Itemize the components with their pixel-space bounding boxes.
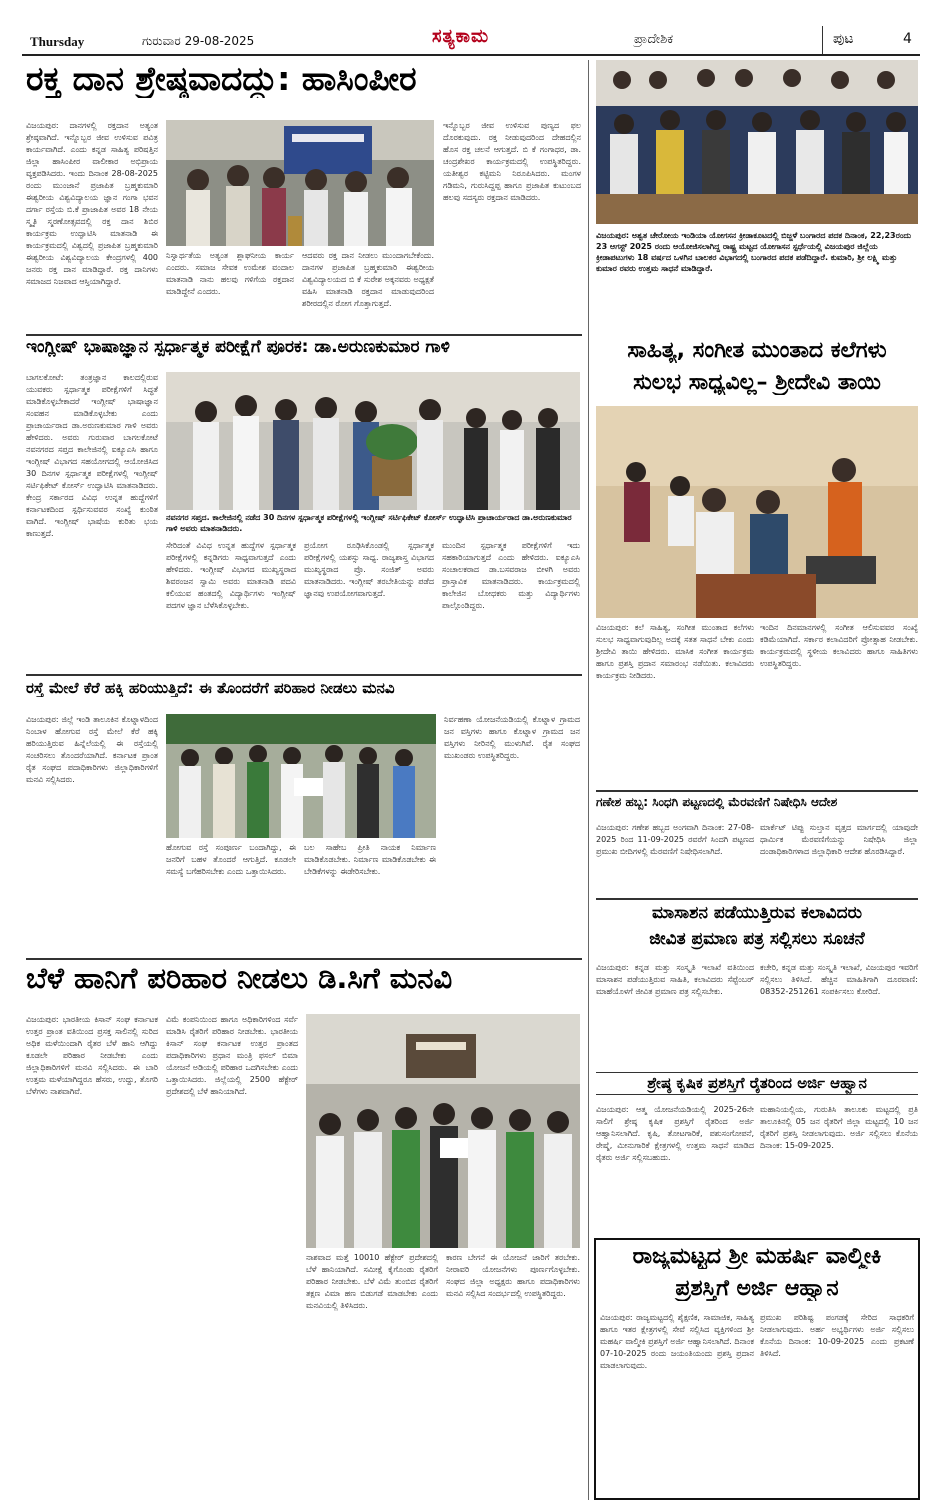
article3-col1: ವಿಜಯಪುರ: ಜಿಲ್ಲೆ ಇಂಡಿ ತಾಲೂಕಿನ ಕೊಟ್ನಾಳದಿಂದ ನಿಂಬಾಳ ಹೋಗುವ ರಸ್ತೆ ಮೇಲೆ ಕೆರೆ ಹಕ್ಕಿ ಹರಿಯುತ್ತಿರುವ ಹಿನ್ನೆಲೆಯಲ್ಲಿ ಈ ರಸ್ತೆಯಲ್ಲಿ ಸಂಚರಿಸಲು ತೊಂದರೆಯಾಗಿದೆ. ಕರ್ನಾಟಕ ಪ್ರಾಂತ ರೈತ ಸಂಘದ ಪದಾಧಿಕಾರಿಗಳು ಜಿಲ್ಲಾಧಿಕಾರಿಗಳಿಗೆ ಮನವಿ ಸಲ್ಲಿಸಿದರು. [26,715,158,784]
divider-r3 [596,898,918,900]
column-divider [588,60,589,1500]
right5-headline: ಶ್ರೇಷ್ಠ ಕೃಷಿಕ ಪ್ರಶಸ್ತಿಗೆ ರೈತರಿಂದ ಅರ್ಜಿ ಆಹ್ವಾನ [596,1072,918,1095]
right2-col1: ವಿಜಯಪುರ: ಕಲೆ ಸಾಹಿತ್ಯ, ಸಂಗೀತ ಮುಂತಾದ ಕಲೆಗಳು ಸುಲಭ ಸಾಧ್ಯವಾಗುವುದಿಲ್ಲ ಅದಕ್ಕೆ ಸತತ ಸಾಧನೆ ಬೇಕು ಎಂದು ಶ್ರೀದೇವಿ ತಾಯಿ ಹೇಳಿದರು. ಮಾಸಿಕ ಸಂಗೀತ ಕಾರ್ಯಕ್ರಮ ಹಾಗೂ ಪ್ರಶಸ್ತಿ ಪ್ರದಾನ ಸಮಾರಂಭ ನಡೆಯಿತು. ಕಲಾವಿದರು ಕಾರ್ಯಕ್ರಮ ನೀಡಿದರು. [596,623,754,680]
article3-col3: ಬಲ ಸಾಹೇಬ ಪ್ರೀತಿ ನಾಯಕ ನಿರ್ಮಾಣ ಮಾಡಿಕೊಡಬೇಕು. ನಿರ್ಮಾಣ ಮಾಡಿಕೊಡಬೇಕು ಈ ಬೇಡಿಕೆಗಳನ್ನು ಈಡೇರಿಸಬೇಕು. [304,843,436,876]
article2-col2: ಸೇರಿದಂತೆ ವಿವಿಧ ಉನ್ನತ ಹುದ್ದೆಗಳ ಸ್ಪರ್ಧಾತ್ಮಕ ಪರೀಕ್ಷೆಗಳಲ್ಲಿ ಕನ್ನಡಿಗರು ಸಾಧ್ಯವಾಗುತ್ತದೆ ಎಂದು ಹೇಳಿದರು. ಇಂಗ್ಲೀಷ್ ವಿಭಾಗದ ಮುಖ್ಯಸ್ಥರಾದ ಶಿವರಂಜನ ಸ್ವಾಮಿ ಅವರು ಮಾತನಾಡಿ ಪದವಿ ಕಲಿಯುವ ಹಂತದಲ್ಲಿ ವಿದ್ಯಾರ್ಥಿಗಳು ಇಂಗ್ಲೀಷ್ ಪದಗಳ ಜ್ಞಾನ ಬೆಳೆಸಿಕೊಳ್ಳಬೇಕು. [166,541,296,610]
right6-col1: ವಿಜಯಪುರ: ರಾಜ್ಯಮಟ್ಟದಲ್ಲಿ ಶೈಕ್ಷಣಿಕ, ಸಾಮಾಜಿಕ, ಸಾಹಿತ್ಯ ಹಾಗೂ ಇತರ ಕ್ಷೇತ್ರಗಳಲ್ಲಿ ಸೇವೆ ಸಲ್ಲಿಸಿದ ವ್ಯಕ್ತಿಗಳಿಂದ ಶ್ರೀ ಮಹರ್ಷಿ ವಾಲ್ಮೀಕಿ ಪ್ರಶಸ್ತಿಗೆ ಅರ್ಜಿ ಆಹ್ವಾನಿಸಲಾಗಿದೆ. ದಿನಾಂಕ 07-10-2025 ರಂದು ಜಯಂತಿಯಂದು ಪ್ರಶಸ್ತಿ ಪ್ರದಾನ ಮಾಡಲಾಗುವುದು. [600,1313,754,1370]
right6-headline-line1: ರಾಜ್ಯಮಟ್ಟದ ಶ್ರೀ ಮಹರ್ಷಿ ವಾಲ್ಮೀಕಿ [632,1244,882,1269]
article1-col1: ವಿಜಯಪುರ: ದಾನಗಳಲ್ಲಿ ರಕ್ತದಾನ ಅತ್ಯಂತ ಶ್ರೇಷ್ಠವಾಗಿದೆ. ಇನ್ನೊಬ್ಬರ ಜೀವ ಉಳಿಸುವ ಪವಿತ್ರ ಕಾರ್ಯವಾಗಿದೆ. ಎಂದು ಕನ್ನಡ ಸಾಹಿತ್ಯ ಪರಿಷತ್ತಿನ ಜಿಲ್ಲಾ ಹಾಸಿಂಪೀರ ವಾಲೀಕಾರ ಅಭಿಪ್ರಾಯ ವ್ಯಕ್ತಪಡಿಸಿದರು. ಇಂದು ದಿನಾಂಕ 28-08-2025 ರಂದು ಮುಂಜಾನೆ ಪ್ರಜಾಪಿತ ಬ್ರಹ್ಮಕುಮಾರಿ ಈಶ್ವರೀಯ ವಿಶ್ವವಿದ್ಯಾಲಯ ಜ್ಞಾನ ಗಂಗಾ ಭವನ ದರ್ಗಾ ರಸ್ತೆಯ ಬಿ.ಕೆ ಪ್ರಾಜಾಪಿತ ಅವರ 18 ನೇಯ ಸ್ಮೃತಿ ಸ್ಮರಣೋತ್ಸವದಲ್ಲಿ ರಕ್ತ ದಾನ ಶಿಬಿರ ಕಾರ್ಯಕ್ರಮ ಉದ್ಘಾಟಿಸಿ ಮಾತನಾಡಿ ಈ ಕಾರ್ಯಕ್ರಮದಲ್ಲಿ ವಿಶ್ವದಲ್ಲಿ ಪ್ರಜಾಪಿತ ಬ್ರಹ್ಮಕುಮಾರಿ ಈಶ್ವರೀಯ ವಿಶ್ವವಿದ್ಯಾಲಯ ಕೇಂದ್ರಗಳಲ್ಲಿ 400 ಜನರು ರಕ್ತ ದಾನ ಮಾಡಿದ್ದಾರೆ. ರಕ್ತ ದಾನಿಗಳು ಸಮಾಜದ ನಿಜವಾದ ಆಸ್ತಿಯಾಗಿದ್ದಾರೆ. [26,121,158,286]
right2-headline-line2: ಸುಲಭ ಸಾಧ್ಯವಿಲ್ಲ– ಶ್ರೀದೇವಿ ತಾಯಿ [633,370,881,395]
article4-col4: ಕಾರಣ ಬೇಗನೆ ಈ ಯೋಜನೆ ಜಾರಿಗೆ ತರಬೇಕು. ನೀರಾವರಿ ಯೋಜನೆಗಳು ಪೂರ್ಣಗೊಳ್ಳಬೇಕು. ಸಂಘದ ಜಿಲ್ಲಾ ಅಧ್ಯಕ್ಷರು ಹಾಗೂ ಪದಾಧಿಕಾರಿಗಳು ಮನವಿ ಸಲ್ಲಿಸಿದ ಸಂದರ್ಭದಲ್ಲಿ ಉಪಸ್ಥಿತರಿದ್ದರು. [446,1253,580,1298]
article2-col3: ಪ್ರಯೋಗ ರೂಢಿಸಿಕೊಂಡಲ್ಲಿ ಸ್ಪರ್ಧಾತ್ಮಕ ಪರೀಕ್ಷೆಗಳಲ್ಲಿ ಯಶಸ್ಸು ಸಾಧ್ಯ. ರಾಜ್ಯಶಾಸ್ತ್ರ ವಿಭಾಗದ ಮುಖ್ಯಸ್ಥರಾದ ಪ್ರೊ. ಸಂಜಿತ್ ಅವರು ಮಾತನಾಡಿದರು. ಇಂಗ್ಲೀಷ್ ತರಬೇತಿಯನ್ನು ಪಡೆದ ಜ್ಞಾನವು ಉಪಯೋಗವಾಗುತ್ತದೆ. [304,541,434,598]
article2-photo [166,372,580,510]
right2-photo [596,406,918,618]
article1-headline: ರಕ್ತ ದಾನ ಶ್ರೇಷ್ಠವಾದದ್ದು: ಹಾಸಿಂಪೀರ [26,60,417,98]
right6-col2: ಪ್ರಮುಖ ಪರಿಶಿಷ್ಟ ಪಂಗಡಕ್ಕೆ ಸೇರಿದ ಸಾಧಕರಿಗೆ ನೀಡಲಾಗುವುದು. ಅರ್ಹ ಅಭ್ಯರ್ಥಿಗಳು ಅರ್ಜಿ ಸಲ್ಲಿಸಲು ಕೊನೆಯ ದಿನಾಂಕ: 10-09-2025 ಎಂದು ಪ್ರಕಟಣೆ ತಿಳಿಸಿದೆ. [760,1313,914,1358]
article2-caption: ನವನಗರ ಸಪ್ತದ. ಕಾಲೇಜಿನಲ್ಲಿ ನಡೆದ 30 ದಿನಗಳ ಸ್ಪರ್ಧಾತ್ಮಕ ಪರೀಕ್ಷೆಗಳಲ್ಲಿ ಇಂಗ್ಲೀಷ್ ಸರ್ಟಿಫಿಕೇಟ್ ಕೋರ್ಸ್ ಉದ್ಘಾಟಿಸಿ ಪ್ರಾಚಾರ್ಯರಾದ ಡಾ.ಅರುಣಕುಮಾರ ಗಾಳಿ ಅವರು ಮಾತನಾಡಿದರು. [166,513,572,533]
article4-headline: ಬೆಳೆ ಹಾನಿಗೆ ಪರಿಹಾರ ನೀಡಲು ಡಿ.ಸಿಗೆ ಮನವಿ [26,962,453,995]
masthead-logo: ಸತ್ಯಕಾಮ [432,26,490,47]
article1-col3: ಆದವರು ರಕ್ತ ದಾನ ನೀಡಲು ಮುಂದಾಗಬೇಕೆಂದು. ದಾನಗಳ ಪ್ರಜಾಪಿತ ಬ್ರಹ್ಮಕುಮಾರಿ ಈಶ್ವರೀಯ ವಿಶ್ವವಿದ್ಯಾಲಯದ ಬಿ ಕೆ ಸುರೇಶ ಅಕ್ಕನವರು ಅಧ್ಯಕ್ಷತೆ ವಹಿಸಿ ಮಾತನಾಡಿ ರಕ್ತದಾನ ಮಾಡುವುದರಿಂದ ಶರೀರದಲ್ಲಿನ ರೋಗ ಗೊತ್ತಾಗುತ್ತದೆ. [302,251,434,308]
masthead [22,24,920,56]
article4-col1: ವಿಜಯಪುರ: ಭಾರತೀಯ ಕಿಸಾನ್ ಸಂಘ ಕರ್ನಾಟಕ ಉತ್ತರ ಪ್ರಾಂತ ವತಿಯಿಂದ ಪ್ರಸಕ್ತ ಸಾಲಿನಲ್ಲಿ ಸುರಿದ ಅಧಿಕ ಮಳೆಯಿಂದಾಗಿ ರೈತರ ಬೆಳೆ ಹಾನಿ ಆಗಿದ್ದು ಕೂಡಲೇ ಪರಿಹಾರ ನೀಡಬೇಕು ಎಂದು ಜಿಲ್ಲಾಧಿಕಾರಿಗಳಿಗೆ ಮನವಿ ಸಲ್ಲಿಸಿದರು. ಈ ಬಾರಿ ಉತ್ತಮ ಮಳೆಯಾಗಿದ್ದರೂ ಹೆಸರು, ಉದ್ದು, ತೊಗರಿ ಬೆಳೆಗಳು ನಾಶವಾಗಿವೆ. [26,1015,158,1096]
right2-col2: ಇಂದಿನ ದಿನಮಾನಗಳಲ್ಲಿ ಸಂಗೀತ ಆಲಿಸುವವರ ಸಂಖ್ಯೆ ಕಡಿಮೆಯಾಗಿದೆ. ಸರ್ಕಾರ ಕಲಾವಿದರಿಗೆ ಪ್ರೋತ್ಸಾಹ ನೀಡಬೇಕು. ಕಾರ್ಯಕ್ರಮದಲ್ಲಿ ಸ್ಥಳೀಯ ಕಲಾವಿದರು ಹಾಗೂ ಸಾಹಿತಿಗಳು ಉಪಸ್ಥಿತರಿದ್ದರು. [760,623,918,668]
article1-photo [166,120,434,246]
right4-col1: ವಿಜಯಪುರ: ಕನ್ನಡ ಮತ್ತು ಸಂಸ್ಕೃತಿ ಇಲಾಖೆ ವತಿಯಿಂದ ಮಾಸಾಶನ ಪಡೆಯುತ್ತಿರುವ ಸಾಹಿತಿ, ಕಲಾವಿದರು ಸೆಪ್ಟೆಂಬರ್ ಮಾಹೆಯೊಳಗೆ ಜೀವಿತ ಪ್ರಮಾಣ ಪತ್ರ ಸಲ್ಲಿಸಬೇಕು. [596,963,754,996]
right3-col2: ಮಾರ್ಕೆಟ್ ಟಿಪ್ಪು ಸುಲ್ತಾನ ವೃತ್ತದ ಮಾರ್ಗದಲ್ಲಿ ಯಾವುದೇ ಧಾರ್ಮಿಕ ಮೆರವಣಿಗೆಯನ್ನು ನಿಷೇಧಿಸಿ ಜಿಲ್ಲಾ ದಂಡಾಧಿಕಾರಿಗಳಾದ ಜಿಲ್ಲಾಧಿಕಾರಿ ಆದೇಶ ಹೊರಡಿಸಿದ್ದಾರೆ. [760,823,918,856]
right4-col2: ಕಚೇರಿ, ಕನ್ನಡ ಮತ್ತು ಸಂಸ್ಕೃತಿ ಇಲಾಖೆ, ವಿಜಯಪುರ ಇವರಿಗೆ ಸಲ್ಲಿಸಲು ತಿಳಿಸಿದೆ. ಹೆಚ್ಚಿನ ಮಾಹಿತಿಗಾಗಿ ದೂರವಾಣಿ: 08352-251261 ಸಂಪರ್ಕಿಸಲು ಕೋರಿದೆ. [760,963,918,996]
page-label: ಪುಟ [833,31,854,47]
masthead-date: ಗುರುವಾರ 29-08-2025 [142,34,255,48]
article3-headline: ರಸ್ತೆ ಮೇಲೆ ಕೆರೆ ಹಕ್ಕಿ ಹರಿಯುತ್ತಿದೆ: ಈ ತೊಂದರೆಗೆ ಪರಿಹಾರ ನೀಡಲು ಮನವಿ [26,680,395,697]
masthead-day: Thursday [30,34,85,49]
article3-photo [166,714,436,838]
right3-col1: ವಿಜಯಪುರ: ಗಣೇಶ ಹಬ್ಬದ ಅಂಗವಾಗಿ ದಿನಾಂಕ: 27-08-2025 ರಿಂದ 11-09-2025 ರವರೆಗೆ ಸಿಂದಗಿ ಪಟ್ಟಣದ ಪ್ರಮುಖ ಬೀದಿಗಳಲ್ಲಿ ಮೆರವಣಿಗೆ ನಿಷೇಧಿಸಲಾಗಿದೆ. [596,823,754,856]
right5-col2: ಮಹಾನಿಯಲ್ಲಿಯ, ಗುರುತಿಸಿ ತಾಲೂಕು ಮಟ್ಟದಲ್ಲಿ ಪ್ರತಿ ತಾಲೂಕಿನಲ್ಲಿ 05 ಜನ ರೈತರಿಗೆ ಜಿಲ್ಲಾ ಮಟ್ಟದಲ್ಲಿ 10 ಜನ ರೈತರಿಗೆ ಪ್ರಶಸ್ತಿ ನೀಡಲಾಗುವುದು. ಅರ್ಜಿ ಸಲ್ಲಿಸಲು ಕೊನೆಯ ದಿನಾಂಕ: 15-09-2025. [760,1105,918,1150]
article2-headline: ಇಂಗ್ಲೀಷ್ ಭಾಷಾಜ್ಞಾನ ಸ್ಪರ್ಧಾತ್ಮಕ ಪರೀಕ್ಷೆಗೆ ಪೂರಕ: ಡಾ.ಅರುಣಕುಮಾರ ಗಾಳಿ [26,338,450,357]
divider-r2 [596,790,918,792]
article4-col2: ವಿಮೆ ಕಂಪನಿಯಿಂದ ಹಾಗೂ ಅಧಿಕಾರಿಗಳಿಂದ ಸರ್ವೆ ಮಾಡಿಸಿ ರೈತರಿಗೆ ಪರಿಹಾರ ನೀಡಬೇಕು. ಭಾರತೀಯ ಕಿಸಾನ್ ಸಂಘ ಕರ್ನಾಟಕ ಉತ್ತರ ಪ್ರಾಂತದ ಪದಾಧಿಕಾರಿಗಳು ಪ್ರಧಾನ ಮಂತ್ರಿ ಫಸಲ್ ಬಿಮಾ ಯೋಜನೆ ಅಡಿಯಲ್ಲಿ ಪರಿಹಾರ ಒದಗಿಸಬೇಕು ಎಂದು ಒತ್ತಾಯಿಸಿದರು. ಜಿಲ್ಲೆಯಲ್ಲಿ 2500 ಹೆಕ್ಟೇರ್ ಪ್ರದೇಶದಲ್ಲಿ ಬೆಳೆ ಹಾನಿಯಾಗಿದೆ. [166,1015,298,1096]
right1-caption: ವಿಜಯಪುರ: ಅಶ್ವತ ಚೇರೋಯ ಇಂಡಿಯಾ ಯೋಗಸನ ಕ್ರೀಡಾಕೂಟದಲ್ಲಿ ಬಿಜ್ಜಳೆ ಬಂಗಾರದ ಪದಕ ದಿನಾಂಕ, 22,23ರಂದು 23 ಆಗಸ್ಟ್ 2025 ರಂದು ಆಯೋಜಿಸಲಾಗಿದ್ದ ರಾಷ್ಟ್ರ ಮಟ್ಟದ ಯೋಗಾಸನ ಸ್ಪರ್ಧೆಯಲ್ಲಿ ವಿಜಯಪುರ ಜಿಲ್ಲೆಯ ಕ್ರೀಡಾಪಟುಗಳು 18 ವರ್ಷದ ಒಳಗಿನ ಬಾಲಕರ ವಿಭಾಗದಲ್ಲಿ ಬಂಗಾರದ ಪದಕ ಪಡೆದಿದ್ದಾರೆ. ಕುಮಾರಿ, ಶ್ರೀ ಲಕ್ಷ್ಮಿ ಮತ್ತು ಕುಮಾರ ರವರು ಉತ್ತಮ ಸಾಧನೆ ಮಾಡಿದ್ದಾರೆ. [596,231,912,273]
divider-1 [26,334,582,336]
masthead-section: ಪ್ರಾದೇಶಿಕ [634,32,674,47]
article1-col2: ನಿಸ್ವಾರ್ಥತೆಯ ಅತ್ಯಂತ ಶ್ಲಾಘನೀಯ ಕಾರ್ಯ ಎಂದರು. ಸಮಾಜ ಸೇವಕ ಉಮೇಶ ವಂದಾಲ ಮಾತನಾಡಿ ನಾನು ಹಲವು ಗಳಿಗೆಯ ರಕ್ತದಾನ ಮಾಡಿದ್ದೇನೆ ಎಂದರು. [166,251,294,296]
page-number-box [822,26,920,54]
divider-2 [26,674,582,676]
right1-photo [596,60,918,224]
right2-headline-line1: ಸಾಹಿತ್ಯ, ಸಂಗೀತ ಮುಂತಾದ ಕಲೆಗಳು [627,338,887,363]
article2-col4: ಮುಂದಿನ ಸ್ಪರ್ಧಾತ್ಮಕ ಪರೀಕ್ಷೆಗಳಿಗೆ ಇದು ಸಹಕಾರಿಯಾಗುತ್ತದೆ ಎಂದು ಹೇಳಿದರು. ಐಕ್ಯೂಎಸಿ ಸಂಚಾಲಕರಾದ ಡಾ.ಬಸವರಾಜ ಬೀಳಗಿ ಅವರು ಪ್ರಾಸ್ತಾವಿಕ ಮಾತನಾಡಿದರು. ಕಾರ್ಯಕ್ರಮದಲ್ಲಿ ಕಾಲೇಜಿನ ಬೋಧಕರು ಮತ್ತು ವಿದ್ಯಾರ್ಥಿಗಳು ಪಾಲ್ಗೊಂಡಿದ್ದರು. [442,541,580,610]
right6-headline-line2: ಪ್ರಶಸ್ತಿಗೆ ಅರ್ಜಿ ಆಹ್ವಾನ [675,1276,839,1301]
right4-headline-line2: ಜೀವಿತ ಪ್ರಮಾಣ ಪತ್ರ ಸಲ್ಲಿಸಲು ಸೂಚನೆ [649,930,865,949]
article3-col4: ನಿರ್ವಹಣಾ ಯೋಜನೆಯಡಿಯಲ್ಲಿ ಕೊಟ್ನಾಳ ಗ್ರಾಮದ ಜನ ವಸ್ತಿಗಳು ಹಾಗೂ ಕೊಟ್ನಾಳ ಗ್ರಾಮದ ಜನ ವಸ್ತಿಗಳು ನೀರಿನಲ್ಲಿ ಮುಳುಗಿವೆ. ರೈತ ಸಂಘದ ಮುಖಂಡರು ಉಪಸ್ಥಿತರಿದ್ದರು. [444,715,580,760]
divider-3 [26,958,582,960]
article3-col2: ಹೋಗುವ ರಸ್ತೆ ಸಂಪೂರ್ಣ ಬಂದಾಗಿದ್ದು, ಈ ಜನರಿಗೆ ಬಹಳ ತೊಂದರೆ ಆಗುತ್ತಿದೆ. ಕೂಡಲೇ ಸಮಸ್ಯೆ ಬಗೆಹರಿಸಬೇಕು ಎಂದು ಒತ್ತಾಯಿಸಿದರು. [166,843,296,876]
article4-photo [306,1014,580,1248]
article1-col4: ಇನ್ನೊಬ್ಬರ ಜೀವ ಉಳಿಸುವ ಪುಣ್ಯದ ಫಲ ದೊರಕುವುದು. ರಕ್ತ ನೀಡುವುದರಿಂದ ದೇಹದಲ್ಲಿನ ಹೊಸ ರಕ್ತ ಚಲನೆ ಆಗುತ್ತದೆ. ಬಿ ಕೆ ಗಂಗಾಧರ, ಡಾ. ಚಂದ್ರಶೇಖರ ಕಾರ್ಯಕ್ರಮದಲ್ಲಿ ಉಪಸ್ಥಿತರಿದ್ದರು. ಯತೀಶ್ವರ ಕಟ್ಟಿಮನಿ ನಿರೂಪಿಸಿದರು. ಮಂಗಳ ಗಡಿಮನಿ, ಗುರುಸಿದ್ದಪ್ಪ ಹಾಗೂ ಪ್ರಜಾಪಿತ ಕುಟುಂಬದ ಹಲವು ಸದಸ್ಯರು ರಕ್ತದಾನ ಮಾಡಿದರು. [443,121,581,202]
page-number: 4 [903,31,912,47]
article2-col1: ಬಾಗಲಕೋಟೆ: ತಂತ್ರಜ್ಞಾನ ಕಾಲದಲ್ಲಿರುವ ಯುವಕರು ಸ್ಪರ್ಧಾತ್ಮಕ ಪರೀಕ್ಷೆಗಳಿಗೆ ಸಿದ್ಧತೆ ಮಾಡಿಕೊಳ್ಳಬೇಕಾದರೆ ಇಂಗ್ಲೀಷ್ ಭಾಷಾಜ್ಞಾನ ಸಂವಹನ ಮಾಡಿಕೊಳ್ಳಬೇಕು ಎಂದು ಪ್ರಾಚಾರ್ಯರಾದ ಡಾ.ಅರುಣಕುಮಾರ ಗಾಳಿ ಅವರು ಹೇಳಿದರು. ಅವರು ಗುರುವಾರ ಬಾಗಲಕೋಟೆ ನವನಗರದ ಸಪ್ತದ ಕಾಲೇಜಿನಲ್ಲಿ ಐಕ್ಯೂಎಸಿ ಹಾಗೂ ಇಂಗ್ಲೀಷ್ ವಿಭಾಗದ ಸಹಯೋಗದಲ್ಲಿ ಆಯೋಜಿಸಿದ 30 ದಿನಗಳ ಸ್ಪರ್ಧಾತ್ಮಕ ಪರೀಕ್ಷೆಗಳಲ್ಲಿ ಇಂಗ್ಲೀಷ್ ಸರ್ಟಿಫಿಕೇಟ್ ಕೋರ್ಸ್ ಉದ್ಘಾಟಿಸಿ ಮಾತನಾಡಿದರು. ಕೇಂದ್ರ ಸರ್ಕಾರದ ವಿವಿಧ ಉನ್ನತ ಹುದ್ದೆಗಳಿಗೆ ಕರ್ನಾಟಕದಿಂದ ಸ್ಪರ್ಧಿಸುವವರ ಸಂಖ್ಯೆ ಕುಂಠಿತ ವಾಗಿದೆ. ಇಂಗ್ಲೀಷ್ ಭಾಷೆಯ ಕುರಿತು ಭಯ ಕಾಣುತ್ತದೆ. [26,373,158,538]
right4-headline-line1: ಮಾಸಾಶನ ಪಡೆಯುತ್ತಿರುವ ಕಲಾವಿದರು [651,904,863,923]
right5-col1: ವಿಜಯಪುರ: ಆತ್ಮ ಯೋಜನೆಯಡಿಯಲ್ಲಿ 2025-26ನೇ ಸಾಲಿಗೆ ಶ್ರೇಷ್ಠ ಕೃಷಿಕ ಪ್ರಶಸ್ತಿಗೆ ರೈತರಿಂದ ಅರ್ಜಿ ಆಹ್ವಾನಿಸಲಾಗಿದೆ. ಕೃಷಿ, ತೋಟಗಾರಿಕೆ, ಪಶುಸಂಗೋಪನೆ, ರೇಷ್ಮೆ, ಮೀನುಗಾರಿಕೆ ಕ್ಷೇತ್ರಗಳಲ್ಲಿ ಉತ್ತಮ ಸಾಧನೆ ಮಾಡಿದ ರೈತರು ಅರ್ಜಿ ಸಲ್ಲಿಸಬಹುದು. [596,1105,754,1162]
article4-col3: ನಾಶವಾದ ಮತ್ತೆ 10010 ಹೆಕ್ಟೇರ್ ಪ್ರದೇಶದಲ್ಲಿ ಬೆಳೆ ಹಾನಿಯಾಗಿದೆ. ಸಮೀಕ್ಷೆ ಕೈಗೊಂಡು ರೈತರಿಗೆ ಪರಿಹಾರ ನೀಡಬೇಕು. ಬೆಳೆ ವಿಮೆ ತುಂಬಿದ ರೈತರಿಗೆ ತಕ್ಷಣ ವಿಮಾ ಹಣ ಬಿಡುಗಡೆ ಮಾಡಬೇಕು ಎಂದು ಮನವಿಯಲ್ಲಿ ತಿಳಿಸಿದರು. [306,1253,438,1310]
right3-headline: ಗಣೇಶ ಹಬ್ಬ: ಸಿಂಧಗಿ ಪಟ್ಟಣದಲ್ಲಿ ಮೆರವಣಿಗೆ ನಿಷೇಧಿಸಿ ಆದೇಶ [596,796,838,809]
